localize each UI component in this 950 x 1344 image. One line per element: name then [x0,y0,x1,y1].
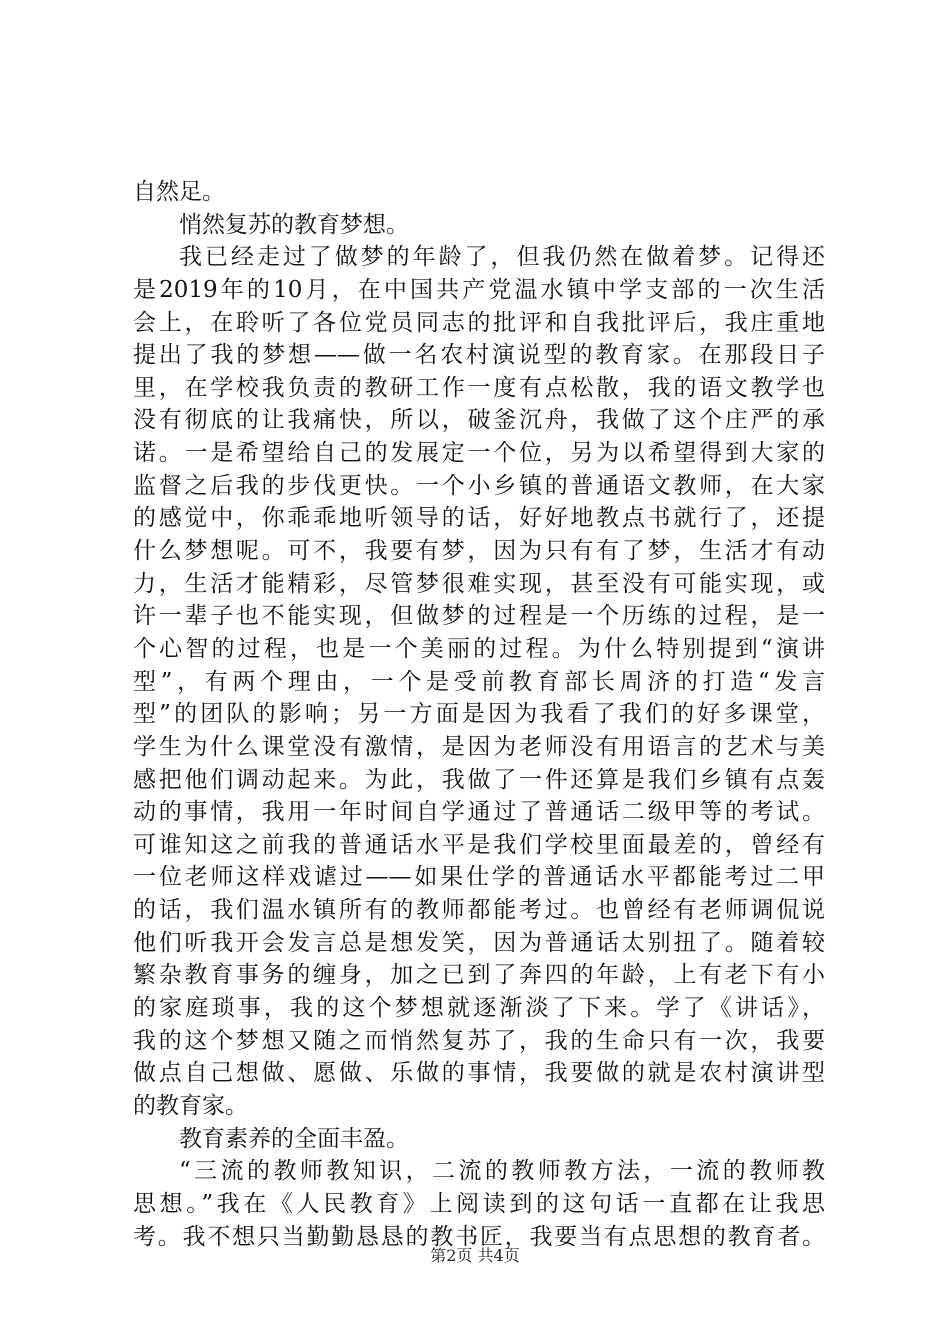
text-line: 思想。”我在《人民教育》上阅读到的这句话一直都在让我思 [133,1190,825,1217]
text-line: 繁杂教育事务的缠身，加之已到了奔四的年龄，上有老下有小 [133,962,825,989]
text-line: 自然足。 [133,179,225,205]
page-number-footer: 第2页 共4页 [430,1246,520,1265]
text-line: 型”，有两个理由，一个是受前教育部长周济的打造“发言 [133,668,825,695]
body-text [133,176,825,1253]
text-line: 诺。一是希望给自己的发展定一个位，另为以希望得到大家的 [133,440,825,467]
text-line: 是2019年的10月，在中国共产党温水镇中学支部的一次生活 [133,276,825,303]
text-line: 的家庭琐事，我的这个梦想就逐渐淡了下来。学了《讲话》， [133,995,825,1022]
section-heading: 教育素养的全面丰盈。 [179,1125,409,1152]
text-line: 监督之后我的步伐更快。一个小乡镇的普通语文教师，在大家 [133,472,825,499]
text-line: 里，在学校我负责的教研工作一度有点松散，我的语文教学也 [133,374,825,401]
section-heading: 悄然复苏的教育梦想。 [179,211,409,238]
text-line: 学生为什么课堂没有激情，是因为老师没有用语言的艺术与美 [133,733,825,760]
text-line: 提出了我的梦想——做一名农村演说型的教育家。在那段日子 [133,342,825,369]
text-line: 的话，我们温水镇所有的教师都能考过。也曾经有老师调侃说 [133,897,825,924]
text-line: 许一辈子也不能实现，但做梦的过程是一个历练的过程，是一 [133,603,825,630]
text-line: 动的事情，我用一年时间自学通过了普通话二级甲等的考试。 [133,799,825,826]
text-line: 感把他们调动起来。为此，我做了一件还算是我们乡镇有点轰 [133,766,825,793]
text-line: “三流的教师教知识，二流的教师教方法，一流的教师教 [179,1158,825,1185]
text-line: 做点自己想做、愿做、乐做的事情，我要做的就是农村演讲型 [133,1060,825,1087]
text-line: 考。我不想只当勤勤恳恳的教书匠，我要当有点思想的教育者。 [133,1223,825,1250]
text-line: 没有彻底的让我痛快，所以，破釜沉舟，我做了这个庄严的承 [133,407,825,434]
text-line: 力，生活才能精彩，尽管梦很难实现，甚至没有可能实现，或 [133,570,825,597]
text-line: 可谁知这之前我的普通话水平是我们学校里面最差的，曾经有 [133,831,825,858]
text-line: 型”的团队的影响；另一方面是因为我看了我们的好多课堂， [133,701,825,728]
text-line: 会上，在聆听了各位党员同志的批评和自我批评后，我庄重地 [133,309,825,336]
text-line: 我已经走过了做梦的年龄了，但我仍然在做着梦。记得还 [179,244,825,271]
text-line: 我的这个梦想又随之而悄然复苏了，我的生命只有一次，我要 [133,1027,825,1054]
text-line: 的教育家。 [133,1092,248,1119]
text-line: 个心智的过程，也是一个美丽的过程。为什么特别提到“演讲 [133,635,825,662]
text-line: 什么梦想呢。可不，我要有梦，因为只有有了梦，生活才有动 [133,538,825,565]
text-line: 他们听我开会发言总是想发笑，因为普通话太别扭了。随着较 [133,929,825,956]
text-line: 的感觉中，你乖乖地听领导的话，好好地教点书就行了，还提 [133,505,825,532]
text-line: 一位老师这样戏谑过——如果仕学的普通话水平都能考过二甲 [133,864,825,891]
